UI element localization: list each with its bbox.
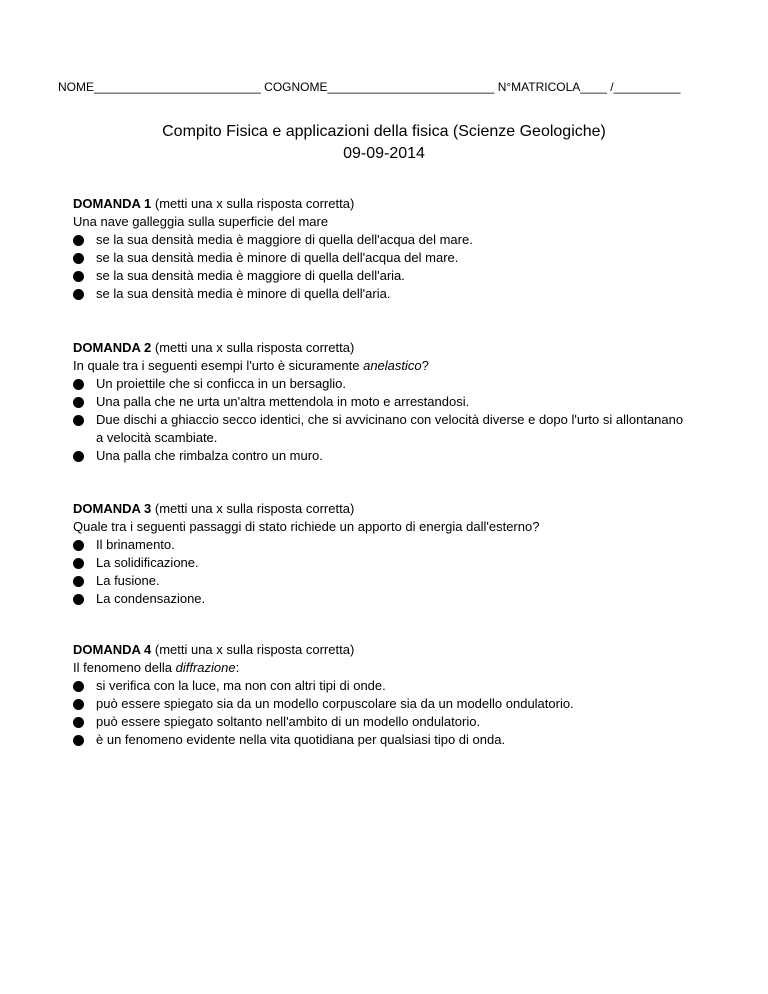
answer-option[interactable]: [73, 447, 693, 465]
answer-option[interactable]: [73, 375, 693, 393]
bullet-icon: [73, 576, 84, 587]
answer-option[interactable]: [73, 695, 693, 713]
question-heading: [73, 641, 693, 659]
answer-option[interactable]: [73, 249, 693, 267]
question-2: [73, 339, 693, 465]
question-text-part: :: [235, 660, 240, 675]
answer-text: se la sua densità media è minore di quella dell'aria.: [96, 286, 391, 301]
answer-option[interactable]: [73, 536, 693, 554]
bullet-icon: [73, 379, 84, 390]
question-1: [73, 195, 693, 303]
answer-option[interactable]: [73, 572, 693, 590]
answer-text: La solidificazione.: [96, 555, 199, 570]
bullet-icon: [73, 451, 84, 462]
bullet-icon: [73, 735, 84, 746]
answer-option[interactable]: [73, 393, 693, 411]
bullet-icon: [73, 235, 84, 246]
answer-options: [73, 536, 693, 608]
answer-option[interactable]: [73, 731, 693, 749]
question-heading: [73, 195, 693, 213]
question-text-part: ?: [421, 358, 429, 373]
answer-options: [73, 677, 693, 749]
question-label: DOMANDA 2: [73, 340, 152, 355]
answer-option[interactable]: [73, 231, 693, 249]
question-text-part: Il fenomeno della: [73, 660, 176, 675]
bullet-icon: [73, 681, 84, 692]
answer-text: Una palla che rimbalza contro un muro.: [96, 448, 323, 463]
bullet-icon: [73, 699, 84, 710]
bullet-icon: [73, 717, 84, 728]
question-3: [73, 500, 693, 608]
question-instruction: (metti una x sulla risposta corretta): [151, 501, 355, 516]
question-text-italic: anelastico: [363, 358, 422, 373]
question-text-part: Quale tra i seguenti passaggi di stato richiede un apporto di energia dall'esterno?: [73, 519, 540, 534]
answer-option[interactable]: [73, 554, 693, 572]
answer-options: [73, 375, 693, 465]
question-text-part: Una nave galleggia sulla superficie del mare: [73, 214, 329, 229]
answer-text: Una palla che ne urta un'altra mettendola in moto e arrestandosi.: [96, 394, 470, 409]
bullet-icon: [73, 397, 84, 408]
answer-option[interactable]: [73, 677, 693, 695]
answer-text: La fusione.: [96, 573, 160, 588]
answer-text: Il brinamento.: [96, 537, 175, 552]
answer-text: Due dischi a ghiaccio secco identici, che si avvicinano con velocità diverse e dopo l'urto si allontanano a velocità scambiate.: [96, 412, 684, 445]
bullet-icon: [73, 289, 84, 300]
answer-text: può essere spiegato soltanto nell'ambito di un modello ondulatorio.: [96, 714, 481, 729]
answer-text: se la sua densità media è maggiore di quella dell'aria.: [96, 268, 405, 283]
question-text: [73, 213, 693, 231]
answer-option[interactable]: [73, 285, 693, 303]
answer-option[interactable]: [73, 267, 693, 285]
question-text-part: In quale tra i seguenti esempi l'urto è sicuramente: [73, 358, 364, 373]
answer-options: [73, 231, 693, 303]
bullet-icon: [73, 558, 84, 569]
question-instruction: (metti una x sulla risposta corretta): [151, 642, 355, 657]
answer-option[interactable]: [73, 590, 693, 608]
answer-text: se la sua densità media è minore di quella dell'acqua del mare.: [96, 250, 459, 265]
question-text: [73, 659, 693, 677]
answer-text: può essere spiegato sia da un modello corpuscolare sia da un modello ondulatorio.: [96, 696, 574, 711]
exam-date: 09-09-2014: [343, 145, 425, 162]
student-info-line: NOME_________________________ COGNOME_________________________ N°MATRICOLA____ /__________: [58, 80, 681, 94]
answer-text: Un proiettile che si conficca in un bersaglio.: [96, 376, 347, 391]
question-text-italic: diffrazione: [175, 660, 236, 675]
question-heading: [73, 500, 693, 518]
answer-option[interactable]: [73, 713, 693, 731]
answer-text: è un fenomeno evidente nella vita quotidiana per qualsiasi tipo di onda.: [96, 732, 506, 747]
answer-option[interactable]: [73, 411, 693, 447]
answer-text: se la sua densità media è maggiore di quella dell'acqua del mare.: [96, 232, 473, 247]
bullet-icon: [73, 271, 84, 282]
bullet-icon: [73, 415, 84, 426]
question-text: [73, 518, 693, 536]
question-label: DOMANDA 1: [73, 196, 152, 211]
answer-text: si verifica con la luce, ma non con altri tipi di onde.: [96, 678, 386, 693]
question-text: [73, 357, 693, 375]
bullet-icon: [73, 594, 84, 605]
bullet-icon: [73, 253, 84, 264]
question-instruction: (metti una x sulla risposta corretta): [151, 196, 355, 211]
answer-text: La condensazione.: [96, 591, 206, 606]
bullet-icon: [73, 540, 84, 551]
question-instruction: (metti una x sulla risposta corretta): [151, 340, 355, 355]
question-heading: [73, 339, 693, 357]
question-4: [73, 641, 693, 749]
question-label: DOMANDA 3: [73, 501, 152, 516]
exam-title: Compito Fisica e applicazioni della fisica (Scienze Geologiche): [162, 123, 606, 140]
question-label: DOMANDA 4: [73, 642, 152, 657]
